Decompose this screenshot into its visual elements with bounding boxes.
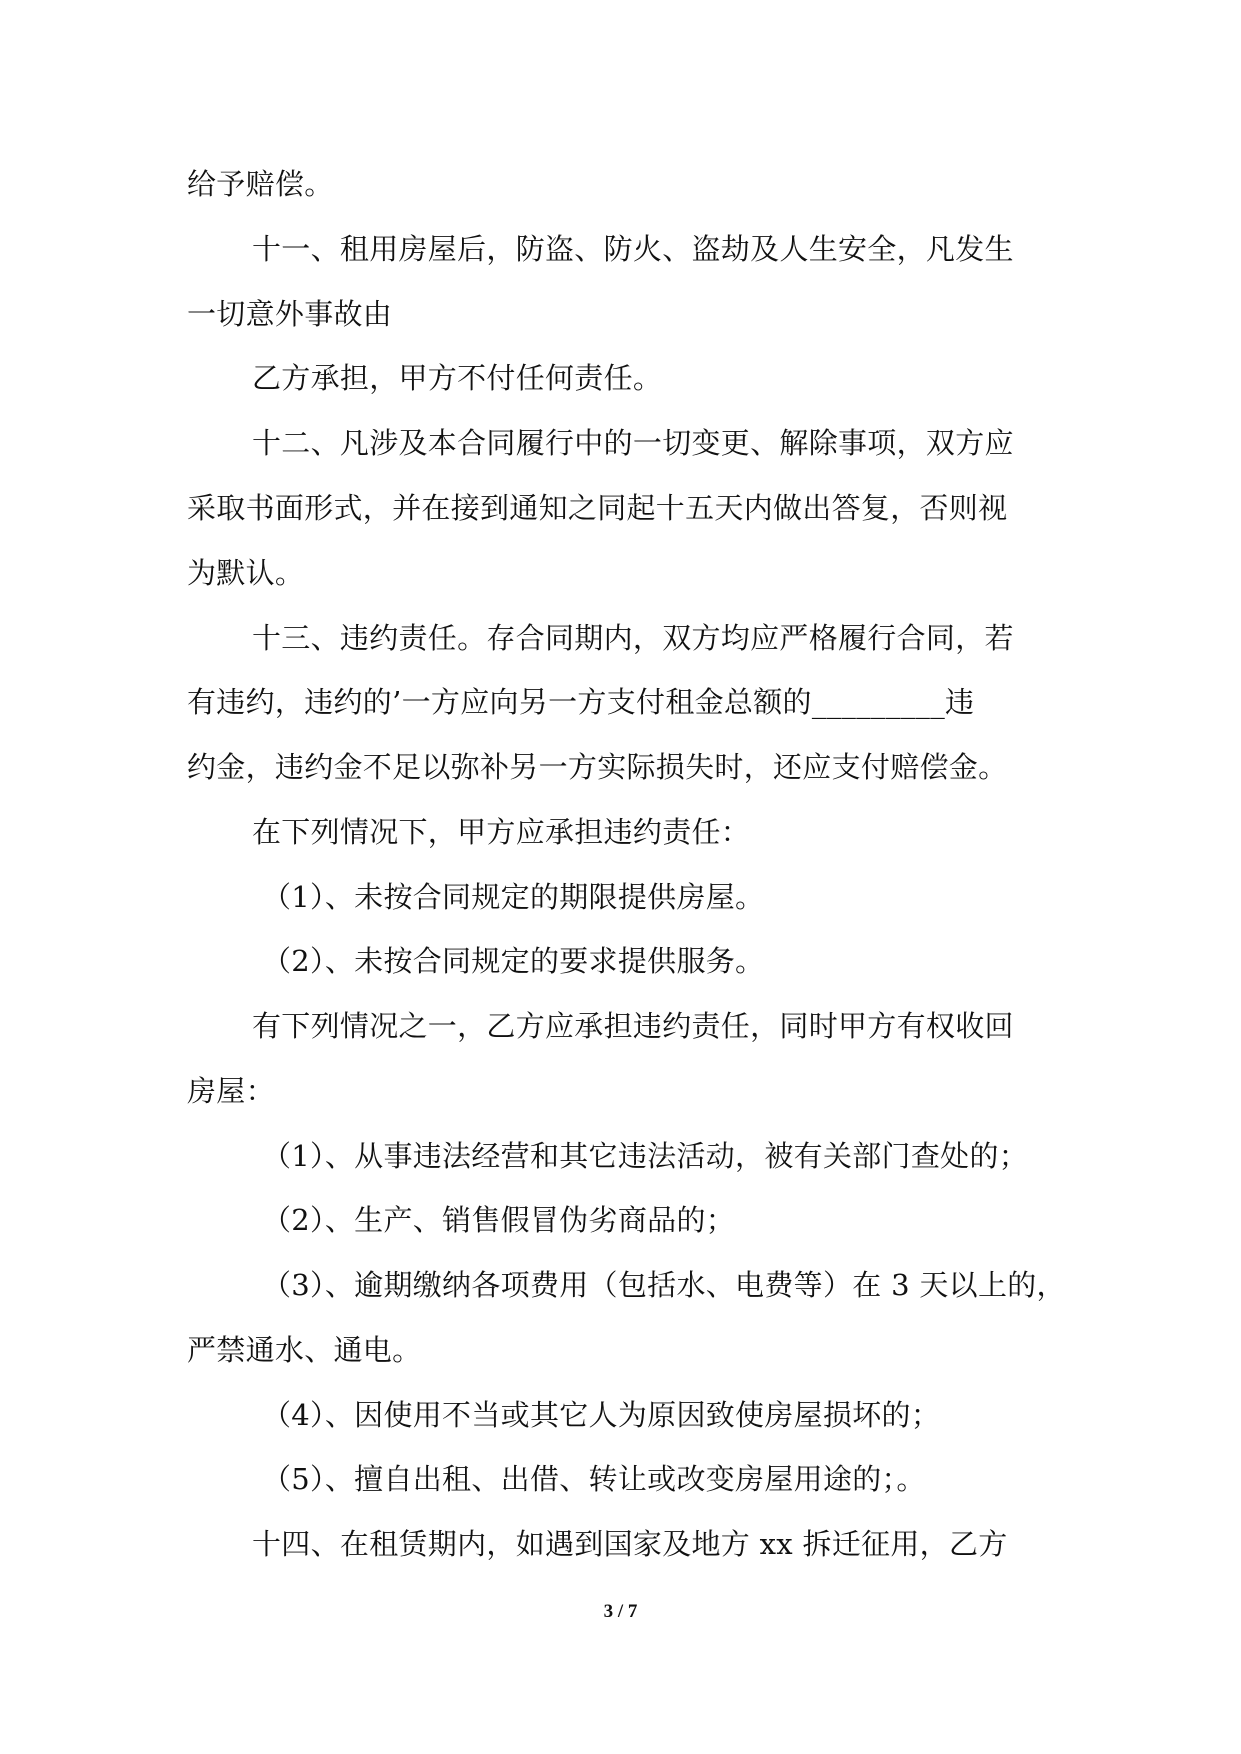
text-line: 房屋：: [187, 1074, 275, 1108]
list-item: （2）、未按合同规定的要求提供服务。: [262, 944, 765, 978]
list-item: （1）、未按合同规定的期限提供房屋。: [262, 880, 765, 914]
list-item: （4）、因使用不当或其它人为原因致使房屋损坏的；: [262, 1398, 941, 1432]
text-line: 约金，违约金不足以弥补另一方实际损失时，还应支付赔偿金。: [187, 750, 1008, 784]
list-item: （5）、擅自出租、出借、转让或改变房屋用途的；。: [262, 1462, 926, 1496]
clause-11-line: 十一、租用房屋后，防盗、防火、盗劫及人生安全，凡发生: [252, 232, 1014, 266]
list-item: （2）、生产、销售假冒伪劣商品的；: [262, 1203, 736, 1237]
text-line: 有下列情况之一，乙方应承担违约责任，同时甲方有权收回: [252, 1009, 1014, 1043]
clause-13-line: 十三、违约责任。存合同期内，双方均应严格履行合同，若: [252, 621, 1014, 655]
clause-12-line: 十二、凡涉及本合同履行中的一切变更、解除事项，双方应: [252, 426, 1014, 460]
list-item: （3）、逾期缴纳各项费用（包括水、电费等）在 3 天以上的，: [262, 1268, 1066, 1302]
text-line: 一切意外事故由: [187, 297, 393, 331]
clause-14-line: 十四、在租赁期内，如遇到国家及地方 xx 拆迁征用，乙方: [252, 1527, 1008, 1561]
text-line: 乙方承担，甲方不付任何责任。: [252, 361, 663, 395]
text-line: 为默认。: [187, 556, 305, 590]
text-line: 采取书面形式，并在接到通知之同起十五天内做出答复，否则视: [187, 491, 1008, 525]
page-number: 3 / 7: [603, 1601, 638, 1622]
text-line: 给予赔偿。: [187, 167, 334, 201]
text-line: 有违约，违约的’一方应向另一方支付租金总额的_________违: [187, 685, 975, 719]
text-line: 在下列情况下，甲方应承担违约责任：: [252, 815, 751, 849]
list-item: （1）、从事违法经营和其它违法活动，被有关部门查处的；: [262, 1139, 1029, 1173]
text-line: 严禁通水、通电。: [187, 1333, 422, 1367]
